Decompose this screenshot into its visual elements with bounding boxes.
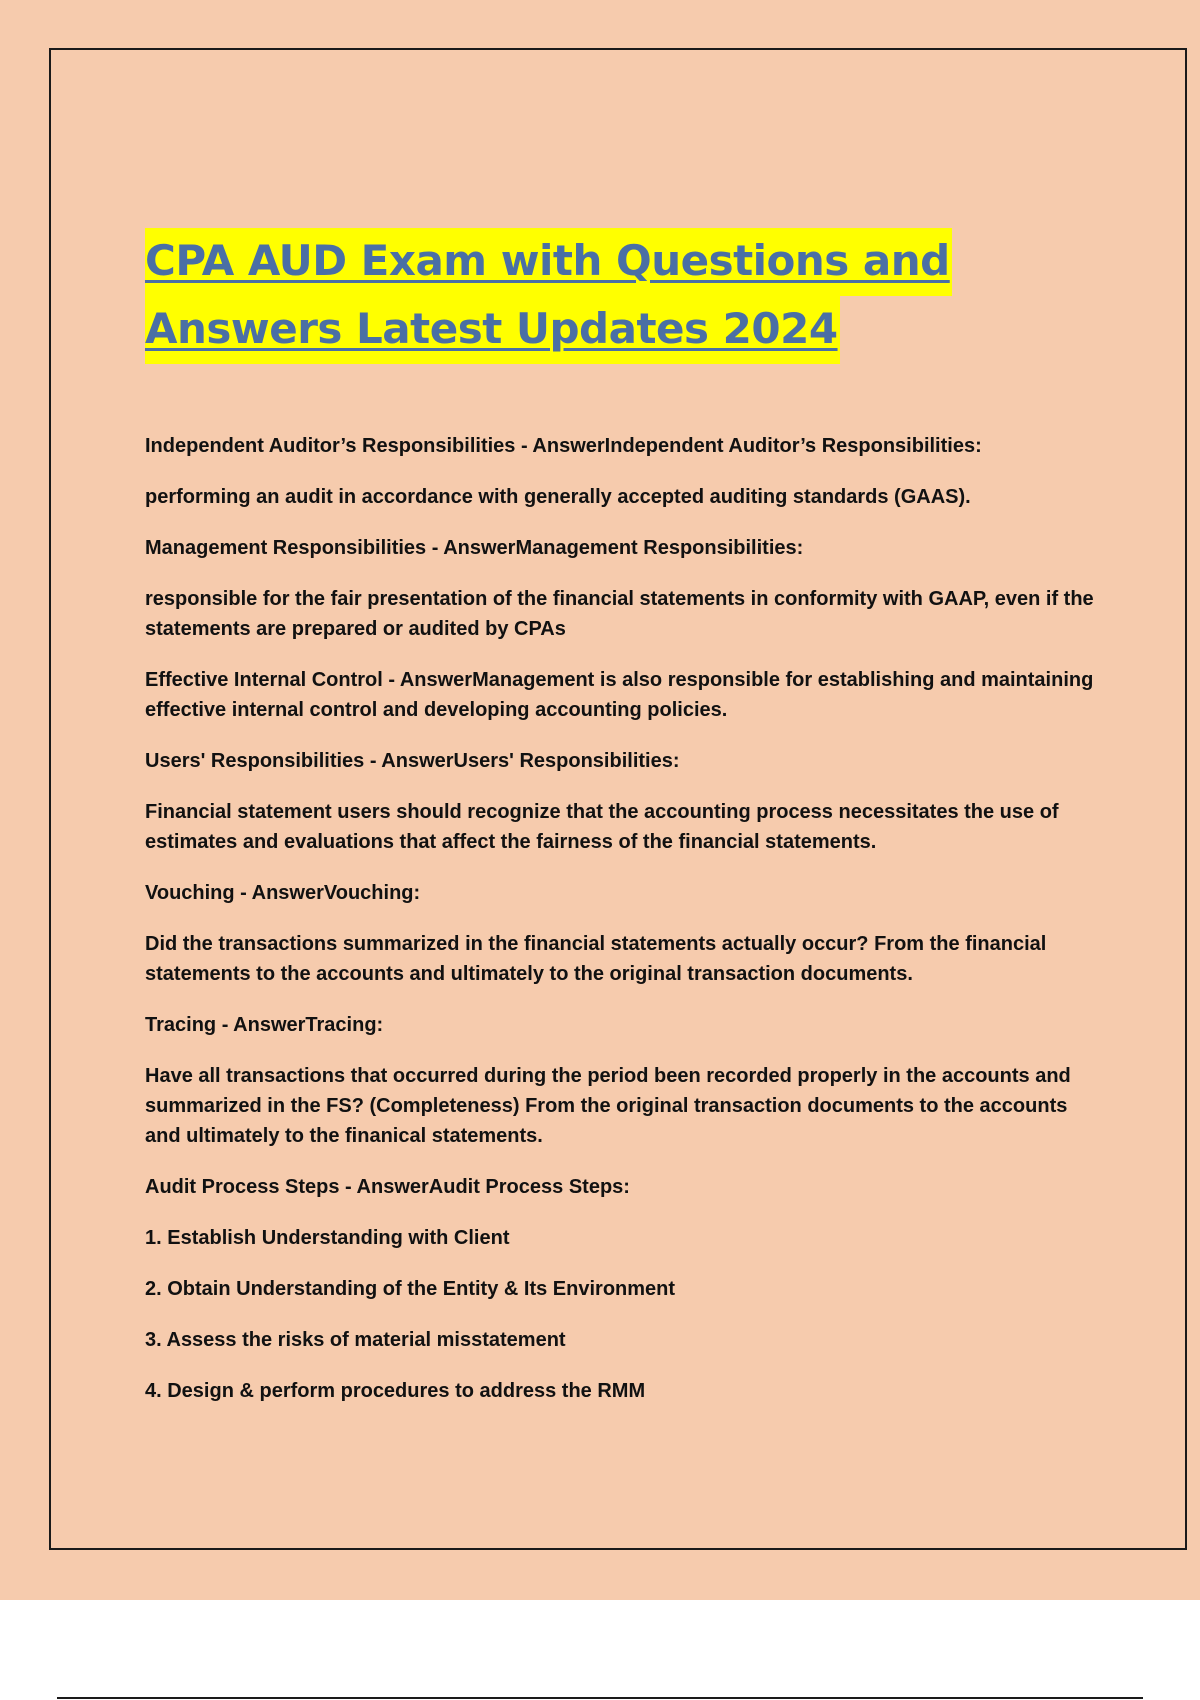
paragraph-auditor-question: Independent Auditor’s Responsibilities - AnswerIndependent Auditor’s Responsibilities: [145, 435, 982, 457]
paragraph-users-question: Users' Responsibilities - AnswerUsers' Responsibilities: [145, 750, 680, 772]
paragraph-audit-steps-question: Audit Process Steps - AnswerAudit Process Steps: [145, 1176, 630, 1198]
paragraph-tracing-question: Tracing - AnswerTracing: [145, 1014, 384, 1036]
paragraph-internal-control: Effective Internal Control - AnswerManagement is also responsible for establishing and maintaining effective internal control and developing accounting policies. [145, 669, 1094, 721]
paragraph-vouching-answer: Did the transactions summarized in the financial statements actually occur? From the financial statements to the accounts and ultimately to the original transaction documents. [145, 933, 1047, 985]
paragraph-tracing-answer: Have all transactions that occurred during the period been recorded properly in the accounts and summarized in the FS? (Completeness) From the original transaction documents to the accounts and ultimately to the finanical statements. [145, 1065, 1071, 1147]
paragraph-auditor-answer: performing an audit in accordance with generally accepted auditing standards (GAAS). [145, 486, 971, 508]
audit-step-1: 1. Establish Understanding with Client [145, 1227, 510, 1249]
audit-step-4: 4. Design & perform procedures to address the RMM [145, 1380, 646, 1402]
title-line-1: CPA AUD Exam with Questions and [145, 228, 952, 296]
paragraph-vouching-question: Vouching - AnswerVouching: [145, 882, 421, 904]
audit-step-2: 2. Obtain Understanding of the Entity & Its Environment [145, 1278, 676, 1300]
paragraph-management-answer: responsible for the fair presentation of the financial statements in conformity with GAAP, even if the statements are prepared or audited by CPAs [145, 588, 1094, 640]
audit-step-3: 3. Assess the risks of material misstatement [145, 1329, 566, 1351]
document-title [145, 228, 1105, 364]
paragraph-management-question: Management Responsibilities - AnswerManagement Responsibilities: [145, 537, 804, 559]
title-line-2: Answers Latest Updates 2024 [145, 296, 840, 364]
document-body [145, 431, 1095, 1427]
footer-divider [57, 1697, 1143, 1699]
paragraph-users-answer: Financial statement users should recognize that the accounting process necessitates the use of estimates and evaluations that affect the fairness of the financial statements. [145, 801, 1059, 853]
